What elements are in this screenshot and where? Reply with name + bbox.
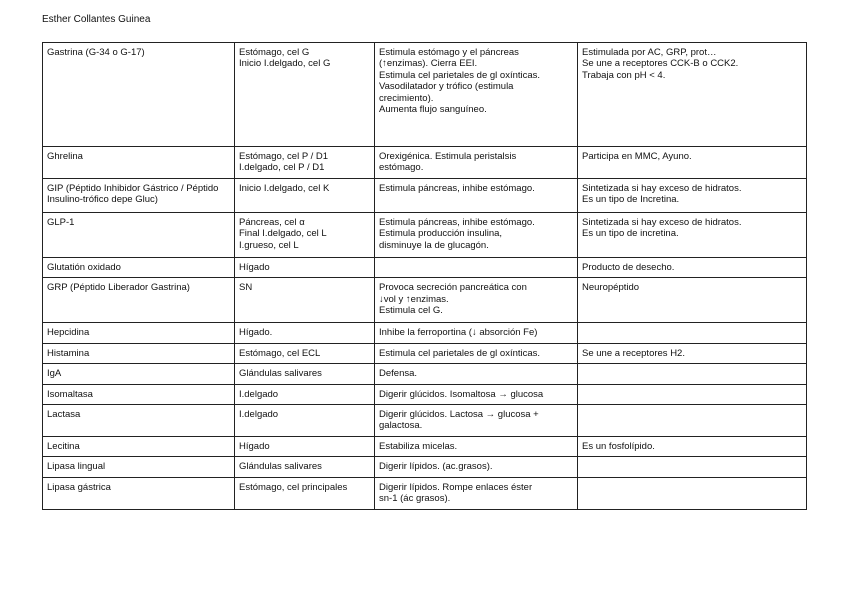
cell-line: sn-1 (ác grasos). xyxy=(379,492,451,504)
cell-line: Provoca secreción pancreática con xyxy=(379,282,527,294)
cell-function xyxy=(375,147,578,179)
cell-name: Lipasa gástrica xyxy=(43,477,235,509)
cell-function xyxy=(375,258,578,278)
cell-function xyxy=(375,323,578,343)
cell-name: Lipasa lingual xyxy=(43,457,235,477)
cell-line: SN xyxy=(239,282,253,294)
cell-location xyxy=(235,147,375,179)
cell-location xyxy=(235,457,375,477)
table-row xyxy=(43,364,807,384)
cell-line: Estimulada por AC, GRP, prot… xyxy=(582,47,717,58)
cell-line: Es un tipo de incretina. xyxy=(582,228,679,240)
table-row xyxy=(43,343,807,363)
cell-function xyxy=(375,457,578,477)
author-name: Esther Collantes Guinea xyxy=(42,14,151,25)
cell-line: Hígado xyxy=(239,440,270,452)
cell-location xyxy=(235,477,375,509)
cell-line: Final I.delgado, cel L xyxy=(239,228,327,240)
table-row xyxy=(43,436,807,456)
cell-name: GLP-1 xyxy=(43,213,235,258)
cell-name: Lactasa xyxy=(43,404,235,436)
cell-line: Estimula páncreas, inhibe estómago. xyxy=(379,183,535,194)
cell-line: Neuropéptido xyxy=(582,282,640,294)
cell-line: crecimiento). xyxy=(379,92,434,104)
table-body xyxy=(43,43,807,510)
cell-location xyxy=(235,436,375,456)
table-row xyxy=(43,477,807,509)
cell-notes xyxy=(578,364,807,384)
cell-location xyxy=(235,179,375,213)
cell-name: IgA xyxy=(43,364,235,384)
cell-line: Es un fosfolípido. xyxy=(582,440,655,452)
cell-line: Inhibe la ferroportina (↓ absorción Fe) xyxy=(379,327,538,339)
table-row xyxy=(43,278,807,323)
cell-line: I.delgado, cel P / D1 xyxy=(239,162,325,174)
cell-notes xyxy=(578,179,807,213)
cell-line: Producto de desecho. xyxy=(582,262,675,273)
cell-name: GIP (Péptido Inhibidor Gástrico / Péptido Insulino-trófico depe Gluc) xyxy=(43,179,235,213)
cell-line: Digerir lípidos. (ac.grasos). xyxy=(379,461,493,473)
cell-function xyxy=(375,213,578,258)
cell-line: Inicio I.delgado, cel G xyxy=(239,58,331,70)
cell-line: Glándulas salivares xyxy=(239,368,322,380)
cell-function xyxy=(375,477,578,509)
cell-name: Glutatión oxidado xyxy=(43,258,235,278)
cell-location xyxy=(235,343,375,363)
cell-line: disminuye la de glucagón. xyxy=(379,239,489,251)
cell-notes xyxy=(578,384,807,404)
cell-line: Páncreas, cel α xyxy=(239,217,305,228)
cell-function xyxy=(375,43,578,147)
cell-line: I.delgado xyxy=(239,388,279,400)
cell-location xyxy=(235,278,375,323)
cell-line: Estómago, cel G xyxy=(239,47,310,58)
cell-name: Ghrelina xyxy=(43,147,235,179)
table-row xyxy=(43,457,807,477)
cell-notes xyxy=(578,323,807,343)
cell-line: Estómago, cel P / D1 xyxy=(239,151,329,162)
cell-name: GRP (Péptido Liberador Gastrina) xyxy=(43,278,235,323)
cell-line: Digerir lípidos. Rompe enlaces éster xyxy=(379,481,533,493)
cell-line: Es un tipo de Incretina. xyxy=(582,194,680,206)
table-row xyxy=(43,258,807,278)
cell-line: Hígado xyxy=(239,262,270,273)
cell-notes xyxy=(578,147,807,179)
cell-line: Estómago, cel ECL xyxy=(239,347,321,359)
cell-line: Estimula cel parietales de gl oxínticas. xyxy=(379,347,541,359)
cell-function xyxy=(375,404,578,436)
cell-line: (↑enzimas). Cierra EEI. xyxy=(379,58,478,70)
cell-line: Estimula estómago y el páncreas xyxy=(379,47,519,58)
table-row xyxy=(43,179,807,213)
cell-line: Estimula producción insulina, xyxy=(379,228,503,240)
table-row xyxy=(43,213,807,258)
table-row xyxy=(43,404,807,436)
cell-notes xyxy=(578,278,807,323)
cell-location xyxy=(235,364,375,384)
cell-line: I.delgado xyxy=(239,408,279,420)
cell-line: ↓vol y ↑enzimas. xyxy=(379,293,449,305)
cell-line: Digerir glúcidos. Lactosa → glucosa + xyxy=(379,408,539,420)
cell-location xyxy=(235,404,375,436)
cell-function xyxy=(375,343,578,363)
cell-function xyxy=(375,179,578,213)
cell-line: Aumenta flujo sanguíneo. xyxy=(379,103,487,115)
cell-location xyxy=(235,43,375,147)
cell-function xyxy=(375,278,578,323)
cell-name: Histamina xyxy=(43,343,235,363)
cell-notes xyxy=(578,343,807,363)
table-row xyxy=(43,147,807,179)
cell-notes xyxy=(578,43,807,147)
cell-location xyxy=(235,384,375,404)
cell-notes xyxy=(578,477,807,509)
cell-line: Se une a receptores H2. xyxy=(582,347,685,359)
cell-location xyxy=(235,323,375,343)
table-row xyxy=(43,384,807,404)
cell-line: Orexigénica. Estimula peristalsis xyxy=(379,151,517,162)
cell-name: Hepcidina xyxy=(43,323,235,343)
cell-notes xyxy=(578,213,807,258)
cell-function xyxy=(375,436,578,456)
cell-notes xyxy=(578,457,807,477)
cell-location xyxy=(235,213,375,258)
cell-line: estómago. xyxy=(379,162,424,174)
cell-line: Defensa. xyxy=(379,368,418,380)
cell-function xyxy=(375,364,578,384)
cell-notes xyxy=(578,436,807,456)
cell-name: Lecitina xyxy=(43,436,235,456)
cell-line: Hígado. xyxy=(239,327,273,339)
cell-line: Estimula cel parietales de gl oxínticas. xyxy=(379,69,541,81)
cell-line: Sintetizada si hay exceso de hidratos. xyxy=(582,217,742,228)
cell-name: Gastrina (G-34 o G-17) xyxy=(43,43,235,147)
cell-name: Isomaltasa xyxy=(43,384,235,404)
cell-line: Estimula páncreas, inhibe estómago. xyxy=(379,217,535,228)
cell-line: Participa en MMC, Ayuno. xyxy=(582,151,692,162)
cell-line: Vasodilatador y trófico (estimula xyxy=(379,81,514,93)
cell-line: Trabaja con pH < 4. xyxy=(582,69,666,81)
cell-line: Estabiliza micelas. xyxy=(379,440,458,452)
cell-notes xyxy=(578,404,807,436)
hormone-table xyxy=(42,42,807,510)
cell-line: Inicio I.delgado, cel K xyxy=(239,183,330,194)
cell-line: Estómago, cel principales xyxy=(239,481,348,493)
cell-function xyxy=(375,384,578,404)
table-row xyxy=(43,323,807,343)
cell-location xyxy=(235,258,375,278)
cell-line: Estimula cel G. xyxy=(379,305,443,317)
cell-line: Digerir glúcidos. Isomaltosa → glucosa xyxy=(379,388,544,400)
cell-line: I.grueso, cel L xyxy=(239,239,299,251)
table-row xyxy=(43,43,807,147)
cell-line: Sintetizada si hay exceso de hidratos. xyxy=(582,183,742,194)
cell-line: galactosa. xyxy=(379,420,423,432)
cell-line: Glándulas salivares xyxy=(239,461,322,473)
cell-notes xyxy=(578,258,807,278)
cell-line: Se une a receptores CCK-B o CCK2. xyxy=(582,58,739,70)
